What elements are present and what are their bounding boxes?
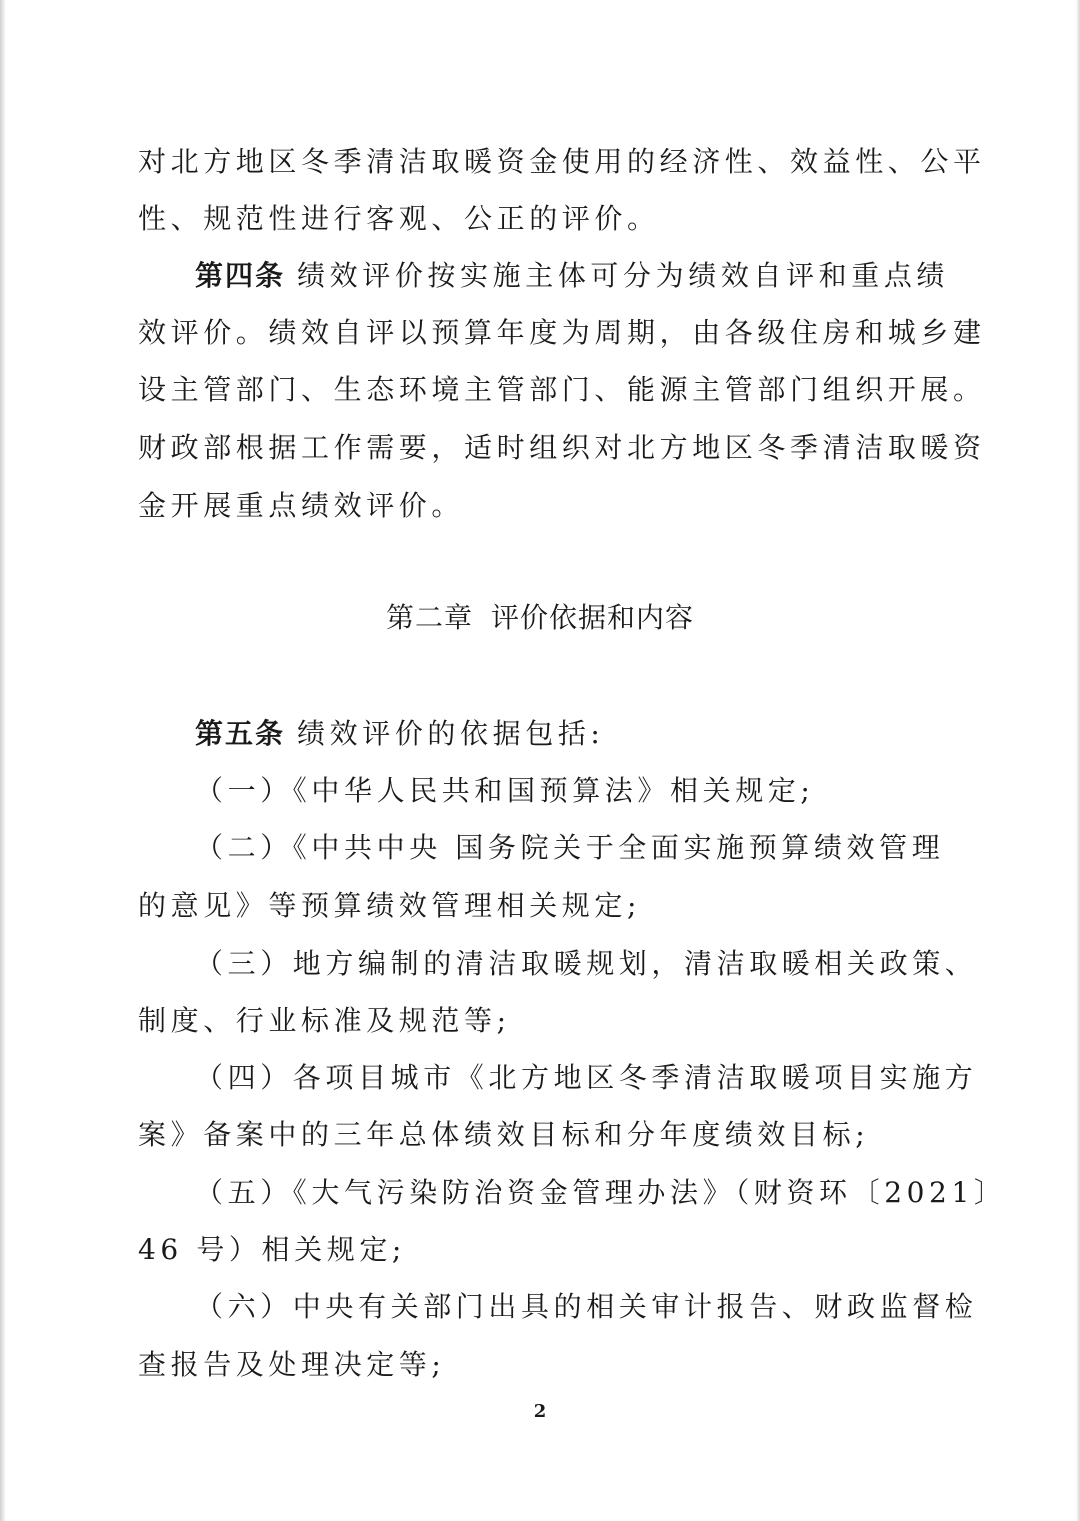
list-item-continuation: 的意见》等预算绩效管理相关规定; (138, 889, 642, 922)
list-item: （一）《中华人民共和国预算法》相关规定; (195, 774, 815, 807)
body-line: 对北方地区冬季清洁取暖资金使用的经济性、效益性、公平 (138, 145, 986, 178)
body-line: 设主管部门、生态环境主管部门、能源主管部门组织开展。 (138, 373, 986, 406)
chapter-title: 评价依据和内容 (491, 601, 695, 634)
body-line: 效评价。绩效自评以预算年度为周期，由各级住房和城乡建 (138, 316, 986, 349)
list-item: （四）各项目城市《北方地区冬季清洁取暖项目实施方 (195, 1061, 978, 1094)
list-item: （五）《大气污染防治资金管理办法》（财资环〔2021〕 (195, 1176, 1007, 1209)
list-item-continuation: 制度、行业标准及规范等; (138, 1004, 511, 1037)
page-number: 2 (533, 1401, 547, 1422)
article-5-title: 第五条 (195, 717, 286, 750)
list-item-continuation: 46 号）相关规定; (138, 1233, 406, 1266)
chapter-number: 第二章 (385, 601, 473, 634)
body-line: 财政部根据工作需要，适时组织对北方地区冬季清洁取暖资 (138, 431, 986, 464)
body-line: 绩效评价按实施主体可分为绩效自评和重点绩 (297, 259, 950, 292)
article-4-title: 第四条 (195, 259, 286, 292)
chapter-heading (0, 598, 1080, 638)
body-line: 性、规范性进行客观、公正的评价。 (138, 202, 660, 235)
list-item: （三）地方编制的清洁取暖规划，清洁取暖相关政策、 (195, 947, 978, 980)
list-item-continuation: 查报告及处理决定等; (138, 1348, 446, 1381)
article-5-first-line (195, 714, 895, 754)
article-4-first-line (195, 256, 950, 296)
list-item: （六）中央有关部门出具的相关审计报告、财政监督检 (195, 1290, 978, 1323)
body-line: 金开展重点绩效评价。 (138, 489, 465, 522)
article-5-intro: 绩效评价的依据包括: (297, 717, 605, 750)
list-item: （二）《中共中央 国务院关于全面实施预算绩效管理 (195, 831, 945, 864)
list-item-continuation: 案》备案中的三年总体绩效目标和分年度绩效目标; (138, 1118, 870, 1151)
